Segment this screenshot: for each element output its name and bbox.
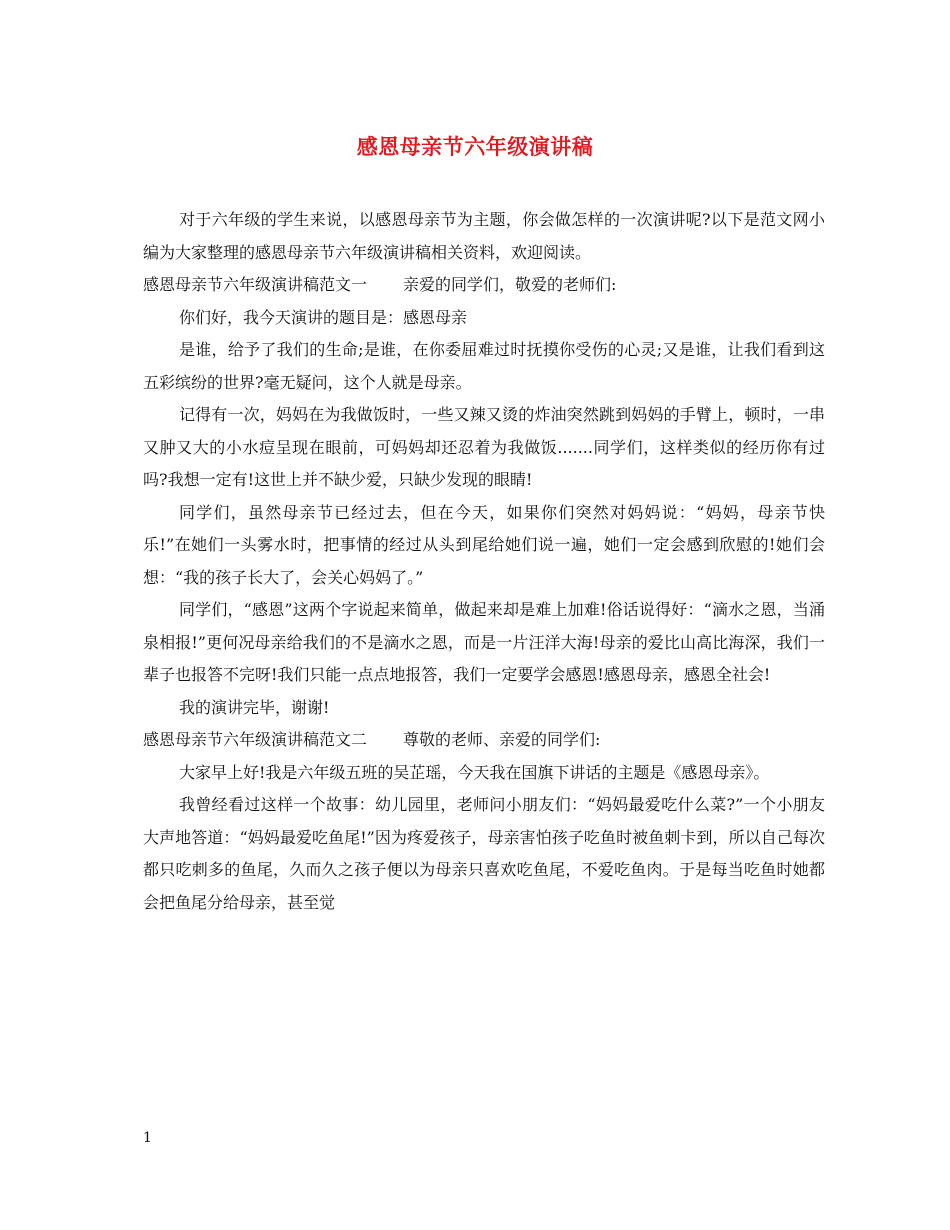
sample-1-heading-line (143, 269, 825, 302)
sample-1-paragraph: 是谁，给予了我们的生命;是谁，在你委屈难过时抚摸你受伤的心灵;又是谁，让我们看到这五彩缤纷的世界?毫无疑问，这个人就是母亲。 (143, 340, 825, 392)
page-number: 1 (143, 1130, 152, 1146)
sample-2-paragraph: 大家早上好!我是六年级五班的吴芷瑶，今天我在国旗下讲话的主题是《感恩母亲》。 (179, 762, 770, 782)
document-body (143, 204, 825, 919)
sample-1-paragraph: 同学们，“感恩”这两个字说起来简单，做起来却是难上加难!俗话说得好：“滴水之恩，当涌泉相报!”更何况母亲给我们的不是滴水之恩，而是一片汪洋大海!母亲的爱比山高比海深，我们一辈子也报答不完呀!我们只能一点点地报答，我们一定要学会感恩!感恩母亲，感恩全社会! (143, 600, 825, 684)
intro-paragraph: 对于六年级的学生来说，以感恩母亲节为主题，你会做怎样的一次演讲呢?以下是范文网小编为大家整理的感恩母亲节六年级演讲稿相关资料，欢迎阅读。 (143, 210, 825, 262)
sample-2-greeting: 尊敬的老师、亲爱的同学们: (403, 730, 601, 749)
sample-1-closing: 我的演讲完毕，谢谢! (179, 697, 330, 717)
sample-1-paragraph: 你们好，我今天演讲的题目是：感恩母亲 (179, 307, 468, 327)
sample-1-paragraph: 同学们，虽然母亲节已经过去，但在今天，如果你们突然对妈妈说：“妈妈，母亲节快乐!”在她们一头雾水时，把事情的经过从头到尾给她们说一遍，她们一定会感到欣慰的!她们会想：“我的孩子长大了，会关心妈妈了。” (143, 502, 825, 587)
sample-1-heading: 感恩母亲节六年级演讲稿范文一 (143, 275, 368, 294)
sample-2-heading-line (143, 724, 825, 757)
sample-1-paragraph: 记得有一次，妈妈在为我做饭时，一些又辣又烫的炸油突然跳到妈妈的手臂上，顿时，一串又肿又大的小水痘呈现在眼前，可妈妈却还忍着为我做饭.......同学们，这样类似的经历你有过吗?我想一定有!这世上并不缺少爱，只缺少发现的眼睛! (143, 405, 825, 489)
sample-1-greeting: 亲爱的同学们，敬爱的老师们: (403, 275, 617, 294)
sample-2-paragraph: 我曾经看过这样一个故事：幼儿园里，老师问小朋友们：“妈妈最爱吃什么菜?”一个小朋友大声地答道：“妈妈最爱吃鱼尾!”因为疼爱孩子，母亲害怕孩子吃鱼时被鱼刺卡到，所以自己每次都只吃刺多的鱼尾，久而久之孩子便以为母亲只喜欢吃鱼尾，不爱吃鱼肉。于是每当吃鱼时她都会把鱼尾分给母亲，甚至觉 (143, 795, 825, 912)
sample-2-heading: 感恩母亲节六年级演讲稿范文二 (143, 730, 368, 749)
page-title: 感恩母亲节六年级演讲稿 (356, 134, 594, 159)
